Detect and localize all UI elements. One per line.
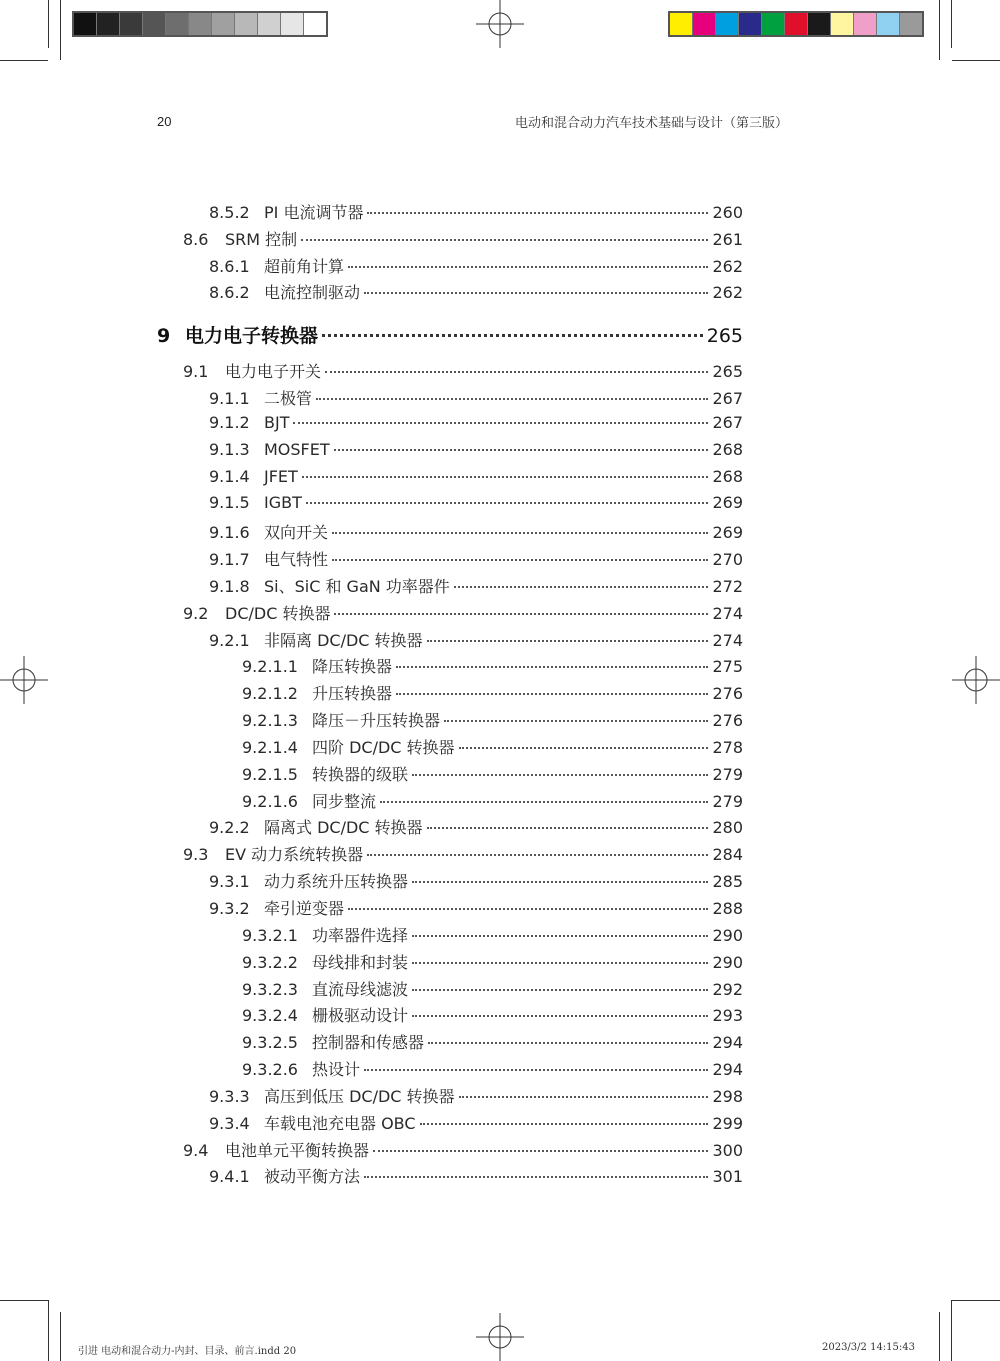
- toc-section-title: DC/DC 转换器: [225, 603, 331, 623]
- toc-section-title: 栅极驱动设计: [312, 1006, 409, 1026]
- toc-entry: [209, 280, 743, 306]
- toc-section-number: 8.6.1: [209, 256, 250, 276]
- toc-entry: [242, 1057, 743, 1083]
- toc-page-number: 300: [712, 1140, 743, 1160]
- toc-page-number: 272: [712, 576, 743, 596]
- toc-section-title: 电流控制驱动: [264, 283, 361, 303]
- toc-chapter-entry: [157, 321, 743, 347]
- toc-section-title: 电力电子转换器: [185, 325, 319, 348]
- color-swatch: [258, 13, 281, 35]
- dot-leader: [454, 585, 709, 588]
- toc-section-title: PI 电流调节器: [264, 203, 364, 222]
- toc-page-number: 284: [712, 845, 743, 865]
- crop-mark: [48, 0, 49, 48]
- toc-section-title: 牵引逆变器: [264, 899, 345, 918]
- toc-page-number: 261: [712, 229, 743, 249]
- toc-page-number: 276: [712, 684, 743, 704]
- toc-section-title: Si、SiC 和 GaN 功率器件: [264, 576, 450, 596]
- toc-section-title: 直流母线滤波: [312, 979, 409, 999]
- toc-page-number: 280: [712, 818, 743, 838]
- toc-page-number: 290: [712, 952, 743, 972]
- toc-section-number: 9.3.3: [209, 1086, 250, 1106]
- dot-leader: [332, 531, 708, 534]
- color-swatch: [716, 13, 739, 35]
- crop-mark: [939, 1312, 940, 1361]
- toc-section-number: 9.2.1.5: [242, 764, 298, 784]
- toc-section-number: 9.3.1: [209, 872, 250, 892]
- toc-page-number: 292: [712, 979, 743, 999]
- toc-section-number: 8.5.2: [209, 203, 250, 222]
- crop-mark: [60, 0, 61, 60]
- toc-section-number: 8.6.2: [209, 283, 250, 303]
- toc-section-number: 9.2.1.4: [242, 737, 298, 757]
- toc-entry: [209, 440, 743, 466]
- toc-entry: [242, 950, 743, 976]
- toc-entry: [242, 762, 743, 788]
- dot-leader: [420, 1122, 709, 1125]
- registration-mark-icon: [476, 0, 524, 48]
- dot-leader: [396, 665, 708, 668]
- process-color-bar: [668, 11, 924, 37]
- toc-section-number: 9: [157, 325, 171, 348]
- dot-leader: [334, 612, 708, 615]
- toc-section-title: 降压转换器: [312, 657, 393, 677]
- toc-entry: [209, 896, 743, 922]
- file-info: 引进 电动和混合动力-内封、目录、前言.indd 20: [78, 1346, 297, 1357]
- dot-leader: [364, 1068, 708, 1071]
- toc-entry: [242, 654, 743, 680]
- color-swatch: [74, 13, 97, 35]
- toc-page-number: 260: [712, 203, 743, 222]
- registration-mark-icon: [952, 656, 1000, 704]
- toc-section-number: 8.6: [183, 229, 209, 249]
- dot-leader: [412, 961, 708, 964]
- toc-section-title: EV 动力系统转换器: [225, 845, 364, 865]
- toc-entry: [209, 1111, 743, 1137]
- toc-section-title: JFET: [264, 466, 298, 486]
- toc-section-number: 9.3.2.4: [242, 1006, 298, 1026]
- toc-entry: [242, 681, 743, 707]
- toc-section-title: 四阶 DC/DC 转换器: [312, 737, 455, 757]
- toc-entry: [183, 359, 743, 385]
- toc-page-number: 267: [712, 412, 743, 432]
- dot-leader: [316, 397, 708, 400]
- toc-entry: [183, 601, 743, 627]
- toc-section-number: 9.4: [183, 1140, 209, 1160]
- color-swatch: [189, 13, 212, 35]
- toc-page-number: 269: [712, 493, 743, 513]
- toc-section-title: 功率器件选择: [312, 925, 409, 945]
- toc-section-title: SRM 控制: [225, 229, 298, 249]
- toc-section-number: 9.1.5: [209, 493, 250, 513]
- toc-page-number: 293: [712, 1006, 743, 1026]
- toc-section-number: 9.1.2: [209, 412, 250, 432]
- color-swatch: [304, 13, 326, 35]
- dot-leader: [412, 880, 708, 883]
- toc-section-number: 9.1.6: [209, 523, 250, 543]
- toc-section-number: 9.2.2: [209, 818, 250, 838]
- toc-page-number: 262: [712, 283, 743, 303]
- dot-leader: [380, 800, 708, 803]
- toc-entry: [209, 254, 743, 280]
- toc-section-title: MOSFET: [264, 439, 330, 459]
- toc-page-number: 279: [712, 791, 743, 811]
- toc-entry: [183, 842, 743, 868]
- toc-section-number: 9.2.1.6: [242, 791, 298, 811]
- crop-mark: [0, 60, 48, 61]
- toc-entry: [242, 708, 743, 734]
- toc-entry: [242, 1030, 743, 1056]
- toc-section-title: 母线排和封装: [312, 952, 409, 972]
- toc-entry: [209, 413, 743, 439]
- dot-leader: [293, 421, 708, 424]
- toc-page-number: 269: [712, 523, 743, 543]
- toc-page-number: 301: [712, 1167, 743, 1187]
- color-swatch: [762, 13, 785, 35]
- dot-leader: [428, 1041, 708, 1044]
- toc-page-number: 274: [712, 603, 743, 623]
- color-swatch: [212, 13, 235, 35]
- toc-page-number: 294: [712, 1033, 743, 1053]
- toc-section-title: 二极管: [264, 389, 313, 409]
- toc-section-title: 热设计: [312, 1060, 361, 1080]
- toc-section-title: 转换器的级联: [312, 764, 409, 784]
- registration-mark-icon: [476, 1313, 524, 1361]
- color-swatch: [235, 13, 258, 35]
- toc-section-title: 被动平衡方法: [264, 1167, 361, 1187]
- toc-section-title: 超前角计算: [264, 256, 345, 276]
- toc-section-number: 9.3.4: [209, 1113, 250, 1133]
- toc-page-number: 275: [712, 657, 743, 677]
- color-swatch: [739, 13, 762, 35]
- toc-entry: [242, 977, 743, 1003]
- color-swatch: [877, 13, 900, 35]
- toc-section-number: 9.1.8: [209, 576, 250, 596]
- toc-page-number: 298: [712, 1086, 743, 1106]
- crop-mark: [951, 1300, 952, 1361]
- toc-entry: [209, 1164, 743, 1190]
- crop-mark: [952, 1300, 1000, 1301]
- toc-page-number: 278: [712, 737, 743, 757]
- toc-section-number: 9.4.1: [209, 1167, 250, 1187]
- dot-leader: [412, 773, 708, 776]
- toc-page-number: 268: [712, 439, 743, 459]
- toc-entry: [242, 923, 743, 949]
- toc-page-number: 276: [712, 711, 743, 731]
- toc-entry: [209, 574, 743, 600]
- toc-entry: [242, 735, 743, 761]
- toc-page-number: 274: [712, 630, 743, 650]
- toc-entry: [242, 789, 743, 815]
- toc-section-number: 9.1.4: [209, 466, 250, 486]
- dot-leader: [306, 501, 709, 504]
- gray-color-bar: [72, 11, 328, 37]
- toc-entry: [209, 520, 743, 546]
- toc-section-title: 电力电子开关: [225, 362, 322, 382]
- toc-page-number: 290: [712, 925, 743, 945]
- toc-section-number: 9.2.1: [209, 630, 250, 650]
- crop-mark: [0, 1300, 48, 1301]
- toc-page-number: 294: [712, 1060, 743, 1080]
- color-swatch: [831, 13, 854, 35]
- dot-leader: [373, 1149, 708, 1152]
- toc-entry: [209, 467, 743, 493]
- toc-entry: [183, 1138, 743, 1164]
- toc-page-number: 279: [712, 764, 743, 784]
- toc-section-title: 电气特性: [264, 550, 329, 570]
- toc-section-number: 9.3: [183, 845, 209, 865]
- dot-leader: [348, 265, 708, 268]
- color-swatch: [900, 13, 922, 35]
- dot-leader: [332, 558, 708, 561]
- toc-entry: [209, 815, 743, 841]
- toc-page-number: 268: [712, 466, 743, 486]
- dot-leader: [412, 988, 708, 991]
- toc-entry: [209, 628, 743, 654]
- dot-leader: [322, 333, 703, 337]
- dot-leader: [325, 370, 708, 373]
- toc-section-number: 9.1.1: [209, 389, 250, 409]
- toc-section-title: 隔离式 DC/DC 转换器: [264, 818, 423, 838]
- toc-section-title: 动力系统升压转换器: [264, 872, 409, 892]
- toc-section-number: 9.2.1.3: [242, 711, 298, 731]
- toc-section-number: 9.3.2: [209, 899, 250, 918]
- toc-entry: [183, 227, 743, 253]
- toc-page-number: 267: [712, 389, 743, 409]
- toc-section-number: 9.1.3: [209, 439, 250, 459]
- toc-page-number: 285: [712, 872, 743, 892]
- toc-page-number: 288: [712, 899, 743, 918]
- dot-leader: [396, 692, 708, 695]
- color-swatch: [854, 13, 877, 35]
- running-title: 电动和混合动力汽车技术基础与设计（第三版）: [514, 116, 788, 131]
- toc-page-number: 265: [706, 325, 743, 348]
- toc-section-number: 9.2.1.1: [242, 657, 298, 677]
- dot-leader: [364, 1175, 708, 1178]
- color-swatch: [785, 13, 808, 35]
- crop-mark: [951, 0, 952, 48]
- crop-mark: [952, 60, 1000, 61]
- dot-leader: [348, 907, 708, 910]
- color-swatch: [97, 13, 120, 35]
- dot-leader: [302, 475, 709, 478]
- color-swatch: [693, 13, 716, 35]
- page-number: 20: [157, 114, 172, 129]
- toc-entry: [209, 547, 743, 573]
- crop-mark: [939, 0, 940, 60]
- toc-section-number: 9.2: [183, 603, 209, 623]
- toc-section-number: 9.3.2.3: [242, 979, 298, 999]
- color-swatch: [281, 13, 304, 35]
- toc-section-title: 双向开关: [264, 523, 329, 543]
- toc-section-number: 9.1: [183, 362, 209, 382]
- dot-leader: [367, 211, 708, 214]
- toc-section-number: 9.2.1.2: [242, 684, 298, 704]
- toc-page-number: 265: [712, 362, 743, 382]
- toc-section-title: 同步整流: [312, 791, 377, 811]
- dot-leader: [301, 238, 708, 241]
- dot-leader: [412, 934, 708, 937]
- toc-entry: [209, 200, 743, 226]
- dot-leader: [364, 291, 708, 294]
- crop-mark: [48, 1300, 49, 1361]
- color-swatch: [808, 13, 831, 35]
- toc-page-number: 270: [712, 550, 743, 570]
- dot-leader: [459, 746, 709, 749]
- toc-page-number: 262: [712, 256, 743, 276]
- toc-entry: [209, 869, 743, 895]
- toc-section-title: 电池单元平衡转换器: [225, 1140, 370, 1160]
- toc-entry: [209, 386, 743, 412]
- toc-section-title: BJT: [264, 412, 290, 432]
- dot-leader: [412, 1014, 708, 1017]
- dot-leader: [427, 639, 709, 642]
- toc-page-number: 299: [712, 1113, 743, 1133]
- toc-section-number: 9.1.7: [209, 550, 250, 570]
- dot-leader: [367, 853, 708, 856]
- toc-section-title: 升压转换器: [312, 684, 393, 704]
- toc-section-title: 车载电池充电器 OBC: [264, 1113, 416, 1133]
- crop-mark: [60, 1312, 61, 1361]
- dot-leader: [444, 719, 708, 722]
- registration-mark-icon: [0, 656, 48, 704]
- toc-section-number: 9.3.2.2: [242, 952, 298, 972]
- toc-section-number: 9.3.2.5: [242, 1033, 298, 1053]
- toc-section-number: 9.3.2.1: [242, 925, 298, 945]
- toc-section-title: 高压到低压 DC/DC 转换器: [264, 1086, 455, 1106]
- toc-entry: [209, 1084, 743, 1110]
- toc-entry: [242, 1003, 743, 1029]
- dot-leader: [334, 448, 709, 451]
- dot-leader: [427, 826, 709, 829]
- color-swatch: [120, 13, 143, 35]
- timestamp: 2023/3/2 14:15:43: [821, 1342, 915, 1353]
- toc-section-number: 9.3.2.6: [242, 1060, 298, 1080]
- toc-section-title: 非隔离 DC/DC 转换器: [264, 630, 423, 650]
- color-swatch: [670, 13, 693, 35]
- toc-section-title: 控制器和传感器: [312, 1033, 425, 1053]
- color-swatch: [143, 13, 166, 35]
- dot-leader: [459, 1095, 709, 1098]
- toc-entry: [209, 493, 743, 519]
- toc-section-title: IGBT: [264, 493, 302, 513]
- color-swatch: [166, 13, 189, 35]
- toc-section-title: 降压－升压转换器: [312, 711, 441, 731]
